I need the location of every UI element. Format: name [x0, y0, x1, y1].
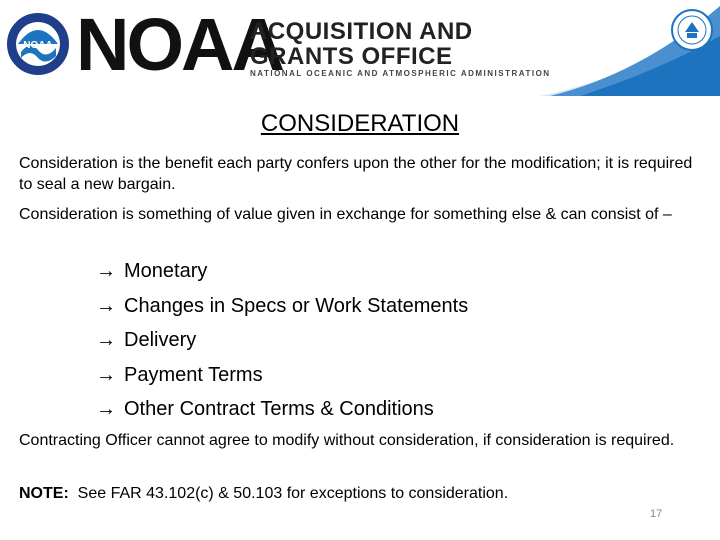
page-number: 17	[650, 508, 663, 520]
list-item-label: Other Contract Terms & Conditions	[124, 398, 434, 420]
list-item	[96, 396, 468, 431]
value-emphasis: something of value	[138, 206, 273, 223]
note-text: See FAR 43.102(c) & 50.103 for exceptions to consideration.	[68, 485, 509, 502]
list-item	[96, 327, 468, 362]
arrow-icon: →	[96, 398, 116, 420]
noaa-seal-icon	[4, 4, 72, 88]
definition-paragraph: Consideration is the benefit each party confers upon the other for the modification; it is required to seal a new bargain.	[19, 155, 693, 193]
note-label: NOTE:	[19, 485, 69, 502]
commerce-seal-icon	[670, 8, 714, 52]
arrow-icon: →	[96, 294, 116, 317]
arrow-icon: →	[96, 363, 116, 386]
slide-title: CONSIDERATION	[260, 110, 460, 137]
value-paragraph	[19, 204, 709, 225]
value-paragraph-start: Consideration is	[19, 206, 139, 223]
list-item	[96, 258, 468, 293]
svg-text:NOAA: NOAA	[23, 40, 53, 51]
arrow-icon: →	[96, 329, 116, 351]
office-name-line2: GRANTS OFFICE	[250, 43, 453, 70]
header-banner	[0, 0, 720, 100]
list-item-label: Payment Terms	[124, 363, 263, 386]
officer-paragraph: Contracting Officer cannot agree to modify without consideration, if consideration is required.	[19, 432, 675, 449]
list-item-label: Delivery	[124, 329, 197, 351]
list-item-label: Changes in Specs or Work Statements	[124, 294, 469, 317]
office-name-line1: ACQUISITION AND	[250, 18, 473, 45]
arrow-icon: →	[96, 260, 116, 282]
list-item	[96, 362, 468, 397]
agency-name: NATIONAL OCEANIC AND ATMOSPHERIC ADMINISTRATION	[250, 69, 551, 78]
consideration-list	[96, 258, 468, 431]
value-paragraph-end: given in exchange for something else & can consist of –	[272, 206, 672, 223]
noaa-wordmark: NOAA	[76, 3, 282, 86]
note-paragraph	[19, 483, 709, 504]
list-item-label: Monetary	[124, 260, 208, 282]
list-item	[96, 293, 468, 328]
